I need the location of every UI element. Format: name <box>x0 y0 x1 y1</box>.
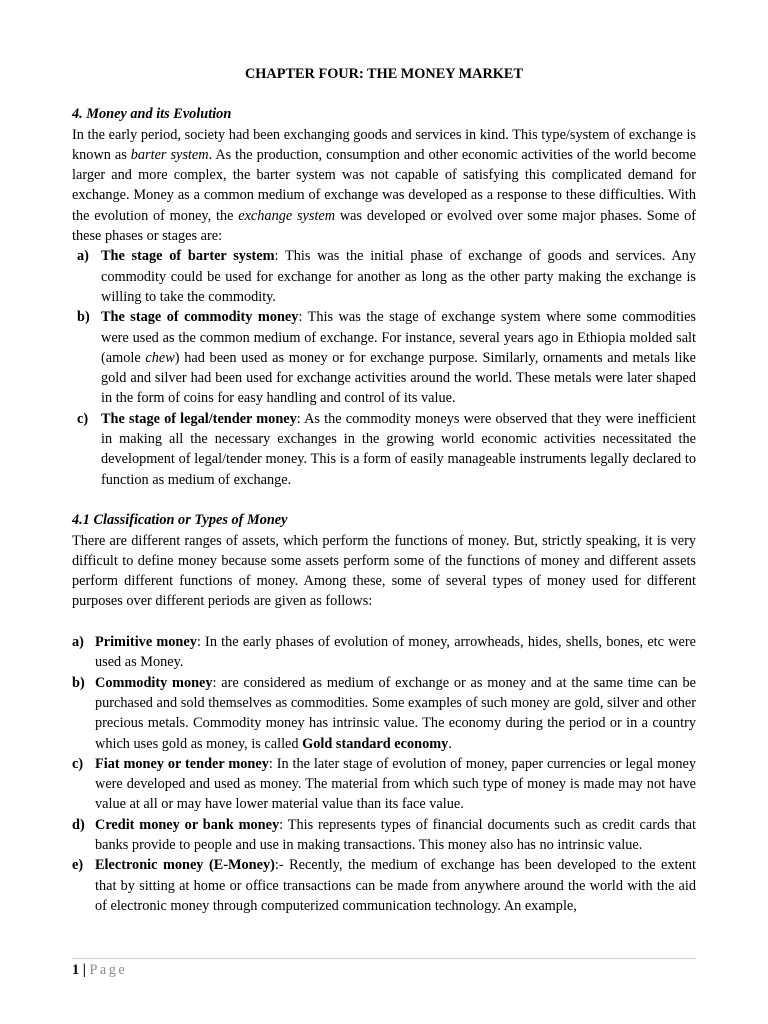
list-item <box>72 754 696 815</box>
page-separator: | <box>79 962 90 978</box>
intro-exchange-term: exchange system <box>238 207 336 224</box>
stage-title: The stage of commodity money <box>101 309 299 326</box>
list-marker: c) <box>72 755 84 772</box>
type-text: : This represents types of financial documents such as credit cards that banks provide to people and use in making transactions. This money also has no intrinsic value. <box>95 816 696 853</box>
type-text: :- Recently, the medium of exchange has been developed to the extent that by sitting at home or office transactions can be made from anywhere around the world with the aid of electronic money through computerized communication technology. An example, <box>95 857 696 914</box>
type-text-end: . <box>448 735 452 752</box>
list-item <box>72 855 696 916</box>
type-bold-term: Gold standard economy <box>302 735 449 752</box>
list-marker: b) <box>72 674 85 691</box>
intro-barter-term: barter system <box>130 146 209 163</box>
stage-italic-term: chew <box>145 349 175 366</box>
list-marker: a) <box>72 634 84 651</box>
list-item <box>72 307 696 408</box>
spacer <box>72 612 696 632</box>
type-title: Primitive money <box>95 634 197 651</box>
section-heading-classification: 4.1 Classification or Types of Money <box>72 512 288 529</box>
stage-text: ) had been used as money or for exchange purpose. Similarly, ornaments and metals like gold and silver had been used for exchange activities around the world. These metals were later shaped in the form of coins for easy handling and control of its value. <box>101 349 696 407</box>
type-text: : In the later stage of evolution of money, paper currencies or legal money were developed and used as money. The material from which such type of money is made may not have value at all or may have lower material value than its face value. <box>95 755 696 813</box>
list-marker: a) <box>77 248 89 265</box>
spacer <box>72 490 696 510</box>
types-list <box>72 632 696 916</box>
stage-title: The stage of legal/tender money <box>101 410 297 427</box>
type-title: Electronic money (E-Money) <box>95 857 275 874</box>
stage-text: : This was the initial phase of exchange of goods and services. Any commodity could be used for exchange for another as long as the other party making the exchange is willing to take the commodity. <box>101 248 696 305</box>
stage-title: The stage of barter system <box>101 248 275 265</box>
list-item <box>72 673 696 754</box>
list-item <box>72 815 696 856</box>
list-marker: e) <box>72 857 84 874</box>
stages-list <box>72 246 696 490</box>
evolution-intro-paragraph <box>72 125 696 247</box>
type-title: Commodity money <box>95 674 213 691</box>
chapter-title: CHAPTER FOUR: THE MONEY MARKET <box>244 66 523 82</box>
page-number: 1 <box>72 962 80 978</box>
footer-divider <box>72 958 696 959</box>
list-item <box>72 632 696 673</box>
intro-text-3: was developed or evolved over some major phases. Some of these phases or stages are: <box>72 207 696 245</box>
list-item <box>72 409 696 490</box>
document-page <box>72 64 696 916</box>
type-text: : In the early phases of evolution of money, arrowheads, hides, shells, bones, etc were used as Money. <box>95 634 696 671</box>
intro-text-1: In the early period, society had been exchanging goods and services in kind. This type/system of exchange is known as <box>72 126 696 163</box>
section-heading-evolution: 4. Money and its Evolution <box>72 106 232 123</box>
list-item <box>72 246 696 307</box>
type-text: : are considered as medium of exchange or as money and at the same time can be purchased and sold themselves as commodities. Some examples of such money are gold, silver and other precious metals. Commodity money has intrinsic value. The economy during the period or in a country which uses gold as money, is called <box>95 674 696 752</box>
classification-intro-paragraph: There are different ranges of assets, which perform the functions of money. But, strictly speaking, it is very difficult to define money because some assets perform some of the functions of money and different assets perform different functions of money. Among these, some of several types of money used for different purposes over different periods are given as follows: <box>72 532 696 610</box>
list-marker: c) <box>77 410 89 427</box>
list-marker: d) <box>72 816 85 833</box>
page-label: Page <box>89 962 128 978</box>
stage-text: : This was the stage of exchange system where some commodities were used as the common medium of exchange. For instance, several years ago in Ethiopia molded salt (amole <box>101 309 697 366</box>
list-marker: b) <box>77 309 90 326</box>
stage-text: : As the commodity moneys were observed that they were inefficient in making all the necessary exchanges in the growing world economic activities necessitated the development of legal/tender money. This is a form of easily manageable instruments legally declared to function as medium of exchange. <box>101 410 696 488</box>
intro-text-2: . As the production, consumption and other economic activities of the world become larger and more complex, the barter system was not capable of satisfying this complicated demand for exchange. Money as a common medium of exchange was developed as a response to these difficulties. With the evolution of money, the <box>72 146 696 224</box>
type-title: Fiat money or tender money <box>95 755 269 772</box>
type-title: Credit money or bank money <box>95 816 280 833</box>
page-footer <box>72 960 127 980</box>
